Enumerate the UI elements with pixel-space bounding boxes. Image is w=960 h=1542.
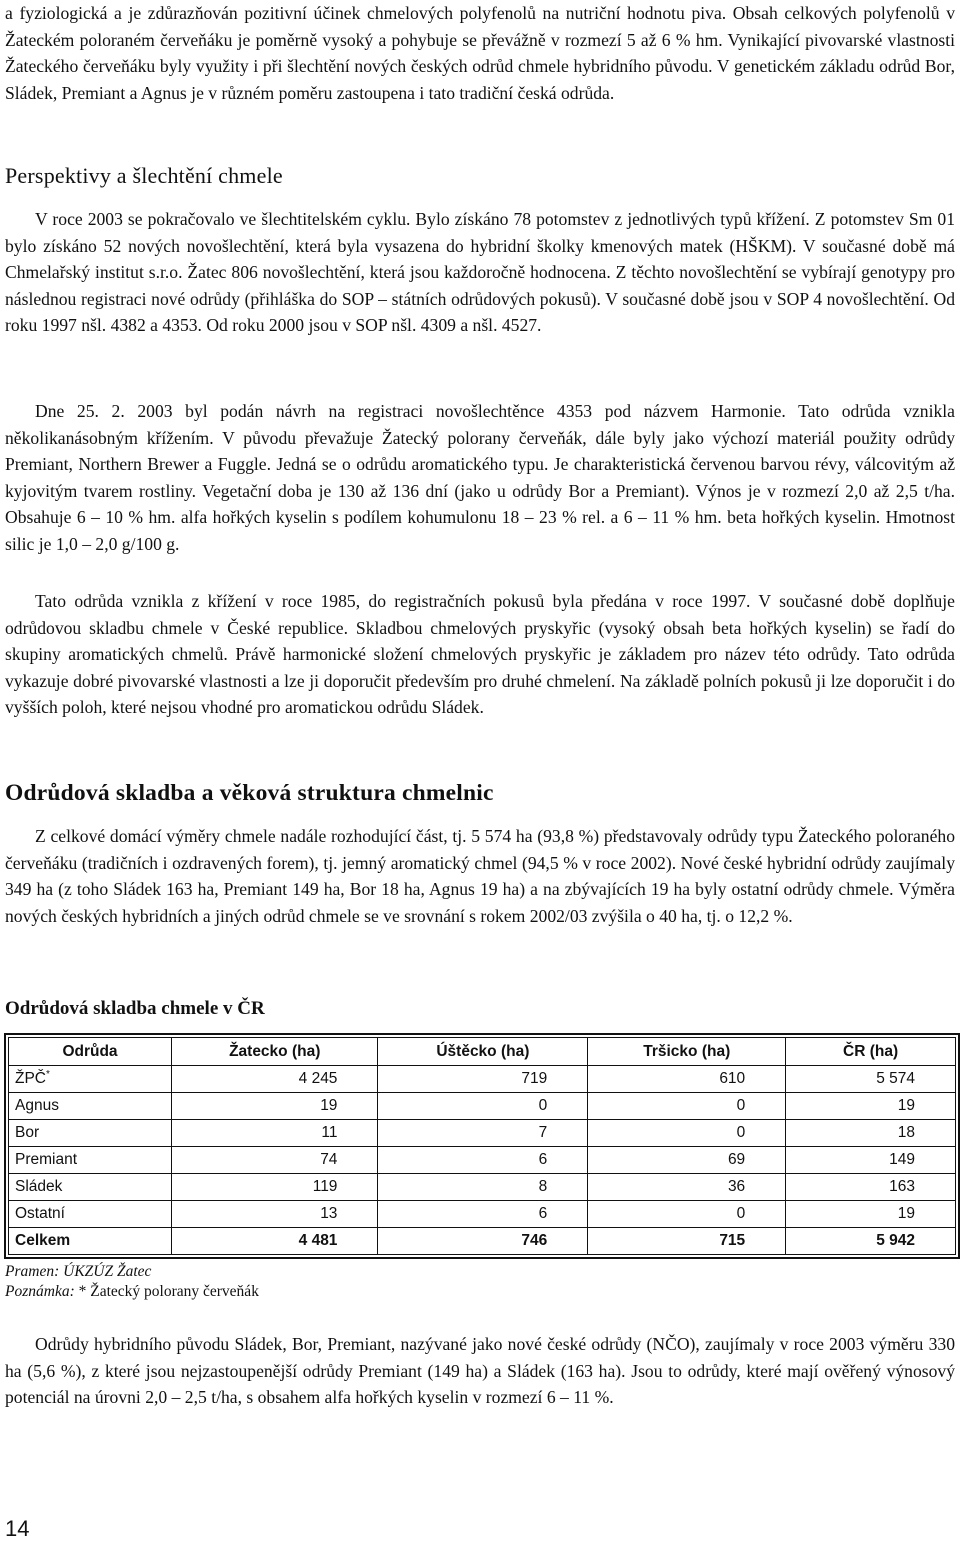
table-cell: 74 xyxy=(172,1147,378,1174)
table-header-row xyxy=(9,1038,956,1066)
table-cell: 0 xyxy=(378,1093,588,1120)
note-label: Poznámka: xyxy=(5,1283,75,1300)
table-cell: Bor xyxy=(9,1120,172,1147)
table-cell: 4 245 xyxy=(172,1066,378,1093)
table-total-row xyxy=(9,1228,956,1255)
table-cell: 719 xyxy=(378,1066,588,1093)
table-cell: 5 574 xyxy=(786,1066,956,1093)
table-cell: 4 481 xyxy=(172,1228,378,1255)
table-cell xyxy=(9,1066,172,1093)
table-cell: 163 xyxy=(786,1174,956,1201)
table-cell: Premiant xyxy=(9,1147,172,1174)
table-cell: 7 xyxy=(378,1120,588,1147)
table-cell: Ostatní xyxy=(9,1201,172,1228)
source-value: ÚKZÚZ Žatec xyxy=(63,1263,152,1280)
column-header: ČR (ha) xyxy=(786,1038,956,1066)
table-cell: 119 xyxy=(172,1174,378,1201)
table-cell: 18 xyxy=(786,1120,956,1147)
table-cell: 19 xyxy=(786,1093,956,1120)
column-header: Žatecko (ha) xyxy=(172,1038,378,1066)
table-cell: 6 xyxy=(378,1201,588,1228)
table-cell: 19 xyxy=(172,1093,378,1120)
table-row xyxy=(9,1174,956,1201)
column-header: Tršicko (ha) xyxy=(588,1038,786,1066)
table-row xyxy=(9,1201,956,1228)
table-cell: 8 xyxy=(378,1174,588,1201)
table-cell: 0 xyxy=(588,1093,786,1120)
table-cell: 746 xyxy=(378,1228,588,1255)
table-cell: 715 xyxy=(588,1228,786,1255)
table-cell: 610 xyxy=(588,1066,786,1093)
table-cell: Agnus xyxy=(9,1093,172,1120)
note-value: * Žatecký polorany červeňák xyxy=(78,1283,259,1300)
table-cell: 11 xyxy=(172,1120,378,1147)
table-cell: Sládek xyxy=(9,1174,172,1201)
variety-name: ŽPČ xyxy=(15,1070,46,1088)
source-note xyxy=(5,1262,259,1282)
paragraph-new-czech-varieties: Odrůdy hybridního původu Sládek, Bor, Premiant, nazývané jako nové české odrůdy (NČO), zaujímaly v roce 2003 výměru 330 ha (5,6 %), z které jsou nejzastoupenější odrůdy Premiant (149 ha) a Sládek (163 ha). Jsou to odrůdy, které mají ověřený výnosový potenciál na úrovni 2,0 – 2,5 t/ha, s obsahem alfa hořkých kyselin v rozmezí 6 – 11 %. xyxy=(5,1334,955,1408)
table-cell: Celkem xyxy=(9,1228,172,1255)
section-heading-perspektivy: Perspektivy a šlechtění chmele xyxy=(5,163,283,188)
paragraph-breeding: V roce 2003 se pokračovalo ve šlechtitelském cyklu. Bylo získáno 78 potomstev z jednotlivých typů křížení. Z potomstev Sm 01 bylo získáno 52 nových novošlechtění, která byla vysazena do hybridní školky kmenových matek (HŠKM). V současné době má Chmelařský institut s.r.o. Žatec 806 novošlechtění, která jsou každoročně hodnocena. Z těchto novošlechtění se vybírají genotypy pro následnou registraci nové odrůdy (přihláška do SOP – státních odrůdových pokusů). V současné době jsou v SOP 4 novošlechtění. Od roku 1997 nšl. 4382 a 4353. Od roku 2000 jsou v SOP nšl. 4309 a nšl. 4527. xyxy=(5,209,955,336)
table-cell: 6 xyxy=(378,1147,588,1174)
table-cell: 69 xyxy=(588,1147,786,1174)
section-heading-skladba: Odrůdová skladba a věková struktura chmelnic xyxy=(5,780,494,806)
variety-table-wrapper xyxy=(5,1037,956,1255)
paragraph-harmonie-origin: Tato odrůda vznikla z křížení v roce 1985, do registračních pokusů byla předána v roce 1997. V současné době doplňuje odrůdovou skladbu chmele v České republice. Skladbou chmelových pryskyřic (vysoký obsah beta hořkých kyselin) se řadí do skupiny aromatických chmelů. Právě harmonické složení chmelových pryskyřic je základem pro název této odrůdy. Tato odrůda vykazuje dobré pivovarské vlastnosti a lze ji doporučit především pro druhé chmelení. Na základě polních pokusů ji lze doporučit i do vyšších poloh, které nejsou vhodné pro aromatickou odrůdu Sládek. xyxy=(5,591,955,718)
table-row xyxy=(9,1066,956,1093)
table-title: Odrůdová skladba chmele v ČR xyxy=(5,998,265,1019)
column-header: Úštěcko (ha) xyxy=(378,1038,588,1066)
table-cell: 5 942 xyxy=(786,1228,956,1255)
table-cell: 19 xyxy=(786,1201,956,1228)
table-cell: 149 xyxy=(786,1147,956,1174)
page-number: 14 xyxy=(5,1516,30,1541)
table-row xyxy=(9,1147,956,1174)
paragraph-variety-structure: Z celkové domácí výměry chmele nadále rozhodující část, tj. 5 574 ha (93,8 %) představovaly odrůdy typu Žateckého poloraného červeňáku (tradičních i ozdravených forem), tj. jemný aromatický chmel (94,5 % v roce 2002). Nové české hybridní odrůdy zaujímaly 349 ha (z toho Sládek 163 ha, Premiant 149 ha, Bor 18 ha, Agnus 19 ha) a na zbývajících 19 ha byly ostatní odrůdy chmele. Výměra nových českých hybridních a jiných odrůd chmele se ve srovnání s rokem 2002/03 zvýšila o 40 ha, tj. o 12,2 %. xyxy=(5,826,955,926)
table-cell: 13 xyxy=(172,1201,378,1228)
remark-note xyxy=(5,1282,259,1302)
table-row xyxy=(9,1093,956,1120)
paragraph-harmonie: Dne 25. 2. 2003 byl podán návrh na registraci novošlechtěnce 4353 pod názvem Harmonie. Tato odrůda vznikla několikanásobným křížením. V původu převažuje Žatecký polorany červeňák, dále byly jako výchozí materiál použity odrůdy Premiant, Northern Brewer a Fuggle. Jedná se o odrůdu aromatického typu. Je charakteristická červenou barvou révy, válcovitým až kyjovitým tvarem rostliny. Vegetační doba je 130 až 136 dní (jako u odrůdy Bor a Premiant). Výnos je v rozmezí 2,0 až 2,5 t/ha. Obsahuje 6 – 10 % hm. alfa hořkých kyselin s podílem kohumulonu 18 – 23 % rel. a 6 – 11 % hm. beta hořkých kyselin. Hmotnost silic je 1,0 – 2,0 g/100 g. xyxy=(5,401,955,554)
source-label: Pramen: xyxy=(5,1263,60,1280)
table-row xyxy=(9,1120,956,1147)
table-cell: 0 xyxy=(588,1120,786,1147)
variety-table xyxy=(8,1037,956,1255)
column-header: Odrůda xyxy=(9,1038,172,1066)
intro-paragraph: a fyziologická a je zdůrazňován pozitivní účinek chmelových polyfenolů na nutriční hodnotu piva. Obsah celkových polyfenolů v Žateckém poloraném červeňáku je poměrně vysoký a pohybuje se převážně v rozmezí 5 až 6 % hm. Vynikající pivovarské vlastnosti Žateckého červeňáku byly využity i při šlechtění nových českých odrůd chmele hybridního původu. V genetickém základu odrůd Bor, Sládek, Premiant a Agnus je v různém poměru zastoupena i tato tradiční česká odrůda. xyxy=(5,3,955,103)
table-cell: 0 xyxy=(588,1201,786,1228)
table-notes xyxy=(5,1262,259,1302)
table-cell: 36 xyxy=(588,1174,786,1201)
footnote-marker: * xyxy=(46,1069,50,1081)
